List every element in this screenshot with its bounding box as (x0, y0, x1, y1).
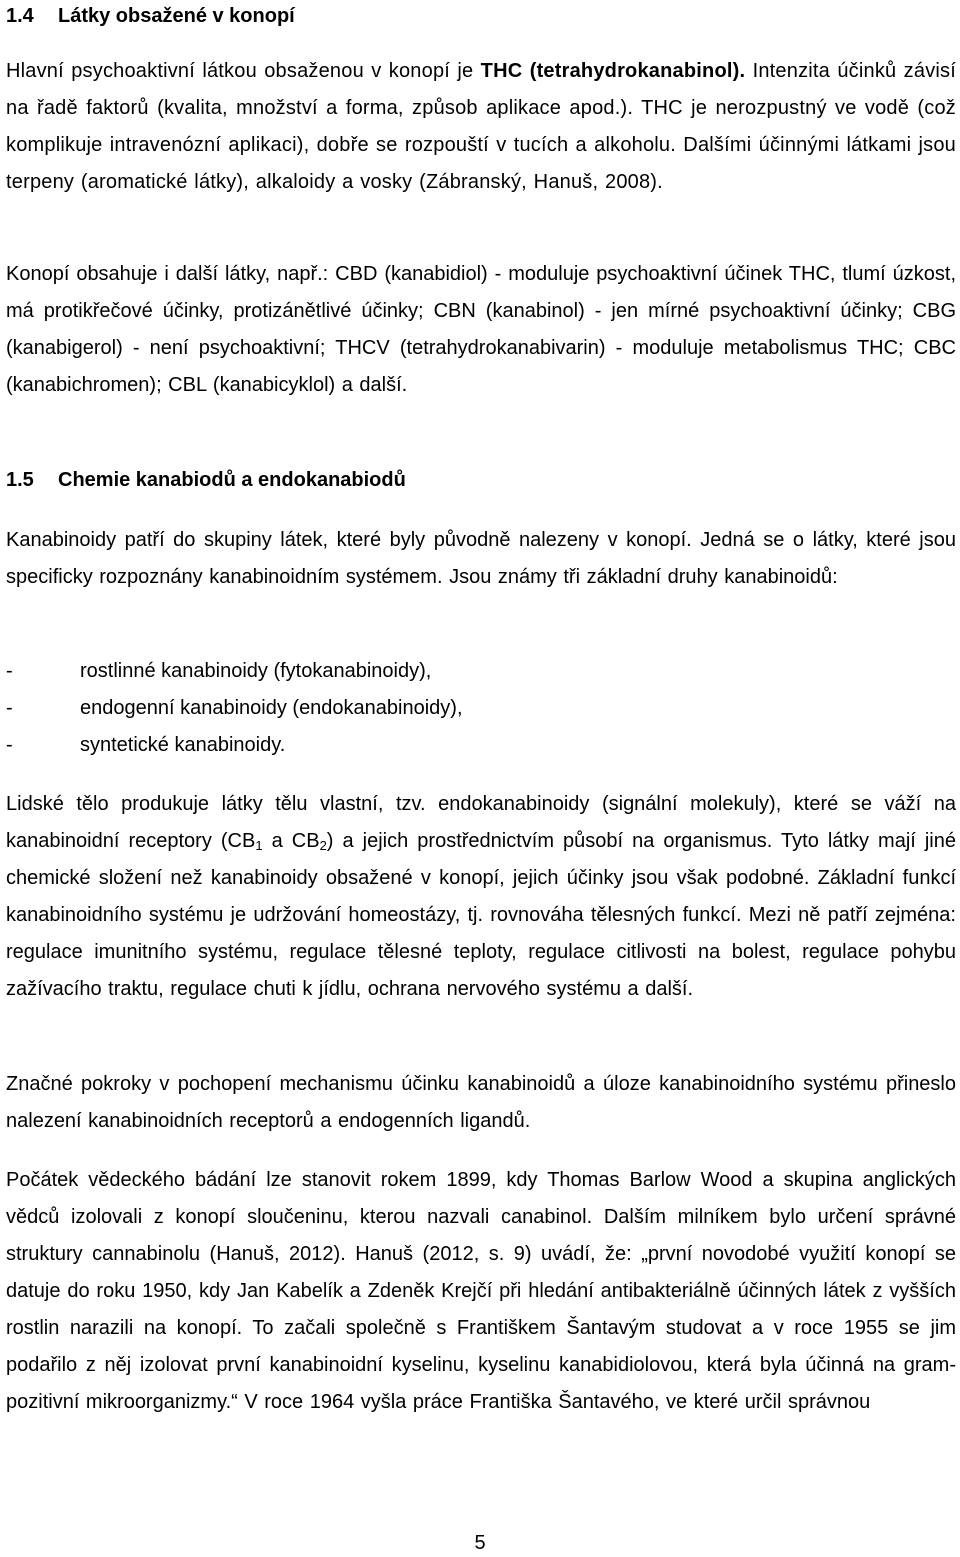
paragraph-text: Hlavní psychoaktivní látkou obsaženou v konopí je (6, 60, 481, 82)
paragraph-text: Lidské tělo produkuje látky tělu vlastní, tzv. endokanabinoidy (signální molekuly), které se váží na kanabinoidní receptory (CB (6, 793, 956, 852)
list-item (6, 653, 463, 690)
list-item-text: syntetické kanabinoidy. (80, 734, 286, 756)
section-heading-1-4 (6, 3, 295, 29)
paragraph-history: Počátek vědeckého bádání lze stanovit rokem 1899, kdy Thomas Barlow Wood a skupina anglických vědců izolovali z konopí sloučeninu, kterou nazvali canabinol. Dalším milníkem bylo určení správné struktury cannabinolu (Hanuš, 2012). Hanuš (2012, s. 9) uvádí, že: „první novodobé využití konopí se datuje do roku 1950, kdy Jan Kabelík a Zdeněk Krejčí při hledání antibakteriálně účinných látek z vyšších rostlin narazili na konopí. To začali společně s Františkem Šantavým studovat a v roce 1955 se jim podařilo z něj izolovat první kanabinoidní kyselinu, kyselinu kanabidiolovou, která byla účinná na gram-pozitivní mikroorganizmy.“ V roce 1964 vyšla práce Františka Šantavého, ve které určil správnou (6, 1169, 956, 1413)
section-heading-1-5 (6, 467, 406, 493)
list-item (6, 690, 463, 727)
list-item-text: rostlinné kanabinoidy (fytokanabinoidy), (80, 660, 432, 682)
paragraph-thc (6, 53, 956, 201)
subscript: 2 (319, 838, 327, 853)
list-item-text: endogenní kanabinoidy (endokanabinoidy), (80, 697, 463, 719)
list-item (6, 727, 463, 764)
list-dash: - (6, 660, 13, 682)
paragraph-text: Intenzita účinků závisí na řadě faktorů (kvalita, množství a forma, způsob aplikace apod.). THC je nerozpustný ve vodě (což komplikuje intravenózní aplikaci), dobře se rozpouští v tucích a alkoholu. Dalšími účinnými látkami jsou terpeny (aromatické látky), alkaloidy a vosky (Zábranský, Hanuš, 2008). (6, 60, 956, 193)
list-dash: - (6, 734, 13, 756)
section-number: 1.5 (6, 469, 34, 491)
paragraph-cannabinoids-intro: Kanabinoidy patří do skupiny látek, které byly původně nalezeny v konopí. Jedná se o látky, které jsou specificky rozpoznány kanabinoidním systémem. Jsou známy tři základní druhy kanabinoidů: (6, 529, 956, 588)
section-title: Chemie kanabiodů a endokanabiodů (58, 469, 406, 491)
paragraph-endocannabinoids (6, 786, 956, 1008)
paragraph-text: ) a jejich prostřednictvím působí na organismus. Tyto látky mají jiné chemické složení než kanabinoidy obsažené v konopí, jejich účinky jsou však podobné. Základní funkcí kanabinoidního systému je udržování homeostázy, tj. rovnováha tělesných funkcí. Mezi ně patří zejména: regulace imunitního systému, regulace tělesné teploty, regulace citlivosti na bolest, regulace pohybu zažívacího traktu, regulace chuti k jídlu, ochrana nervového systému a další. (6, 830, 956, 1000)
subscript: 1 (255, 838, 263, 853)
cannabinoid-types-list (6, 653, 463, 764)
section-title: Látky obsažené v konopí (58, 5, 295, 27)
paragraph-text: a CB (262, 830, 320, 852)
list-dash: - (6, 697, 13, 719)
paragraph-progress: Značné pokroky v pochopení mechanismu účinku kanabinoidů a úloze kanabinoidního systému přineslo nalezení kanabinoidních receptorů a endogenních ligandů. (6, 1073, 956, 1132)
paragraph-bold-text: THC (tetrahydrokanabinol). (480, 60, 746, 82)
section-number: 1.4 (6, 5, 34, 27)
page-number: 5 (474, 1532, 486, 1554)
paragraph-other-substances: Konopí obsahuje i další látky, např.: CBD (kanabidiol) - moduluje psychoaktivní účinek THC, tlumí úzkost, má protikřečové účinky, protizánětlivé účinky; CBN (kanabinol) - jen mírné psychoaktivní účinky; CBG (kanabigerol) - není psychoaktivní; THCV (tetrahydrokanabivarin) - moduluje metabolismus THC; CBC (kanabichromen); CBL (kanabicyklol) a další. (6, 263, 956, 396)
